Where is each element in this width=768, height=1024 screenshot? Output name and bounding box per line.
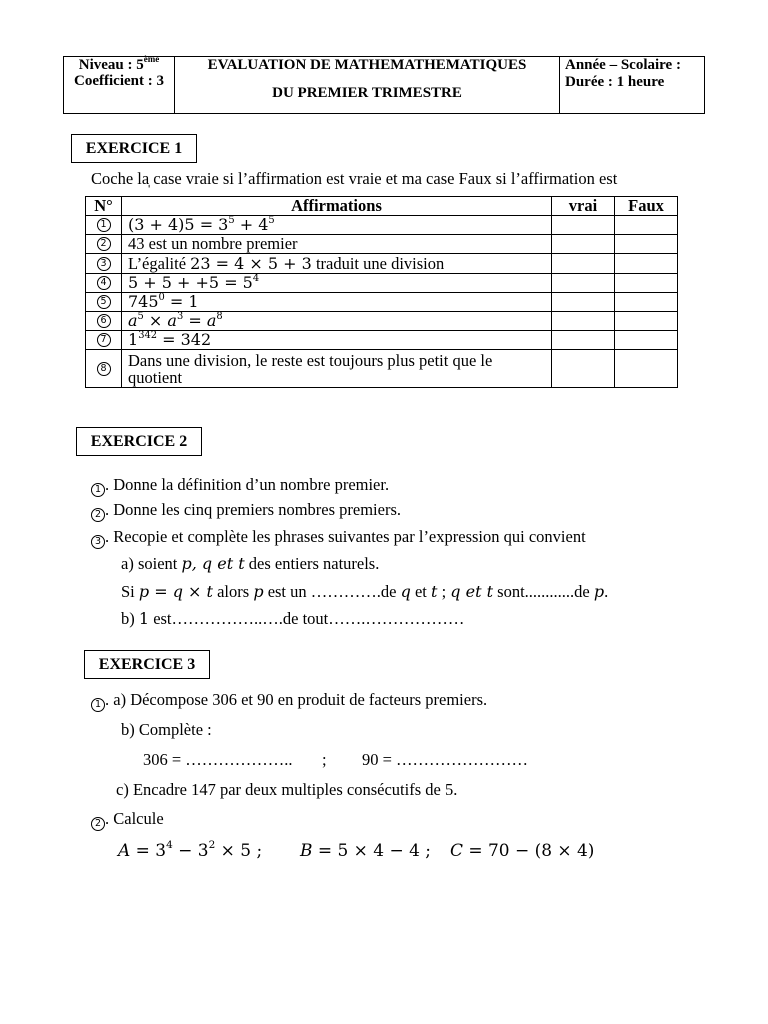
vrai-answer-cell (552, 254, 614, 273)
exercise-2-title: EXERCICE 2 (76, 427, 202, 456)
text-run: traduit une division (311, 253, 445, 273)
math-expression: × 5 ; (215, 841, 263, 861)
row-number: 8 (97, 362, 111, 376)
affirmations-table (85, 196, 678, 388)
math-variable: a (128, 311, 138, 330)
exercise-3-question-1b: b) Complète : (121, 720, 212, 739)
row-number-cell (86, 331, 121, 349)
exercise-3-fill-306: 306 = ……………….. (143, 750, 293, 769)
affirmation-cell (122, 235, 551, 253)
exam-subtitle: DU PREMIER TRIMESTRE (272, 85, 462, 101)
text-run: alors (212, 582, 254, 601)
text-run: Niveau : 5 (78, 57, 144, 73)
exercise-3-fill-90: 90 = …………………… (362, 750, 529, 769)
affirmation-text (128, 236, 298, 252)
exponent: 342 (138, 329, 158, 341)
math-expression: 745 (128, 292, 159, 311)
math-expression: = (183, 311, 207, 330)
affirmation-cell (122, 254, 551, 273)
row-number-cell (86, 216, 121, 234)
affirmation-text (128, 329, 212, 349)
row-number: 2 (97, 237, 111, 251)
math-expression: + 4 (234, 215, 269, 234)
superscript: ème (143, 54, 160, 65)
math-expression: (3 + 4)5 = 3 (128, 215, 229, 234)
math-variable: A (118, 841, 131, 861)
coefficient: Coefficient : 3 (74, 73, 164, 89)
level (64, 54, 174, 73)
math-variable: p (593, 582, 605, 601)
faux-answer-cell (615, 312, 677, 330)
math-expression: − 3 (172, 841, 209, 861)
vrai-answer-cell (552, 274, 614, 292)
math-variable: q et t (450, 582, 494, 601)
math-expression: = 70 − (8 × 4) (462, 841, 595, 861)
column-header-number: N° (86, 197, 121, 215)
math-variable: t (431, 582, 438, 601)
affirmation-text (128, 214, 275, 234)
math-expression: 23 = 4 × 5 + 3 (190, 253, 312, 273)
faux-answer-cell (615, 293, 677, 311)
school-year-label: Année – Scolaire : (565, 57, 681, 73)
affirmation-text (128, 291, 199, 311)
exercise-2-part-b (121, 609, 464, 629)
duration: Durée : 1 heure (565, 74, 665, 90)
exponent: 4 (252, 272, 260, 284)
text-run: des entiers naturels. (244, 554, 380, 573)
exponent: 0 (158, 291, 165, 303)
header-level-cell (64, 54, 174, 113)
exponent: 5 (137, 310, 144, 322)
text-run: . Recopie et complète les phrases suivantes par l’expression qui convient (105, 527, 586, 546)
text-run: ; (437, 582, 451, 601)
math-expression: 1 (128, 330, 139, 349)
row-number: 7 (97, 333, 111, 347)
math-expression: 5 + 5 + +5 = 5 (128, 273, 253, 292)
text-run: Si (121, 582, 139, 601)
math-expression: 1 (138, 609, 150, 628)
math-expression: = 342 (157, 330, 212, 349)
faux-answer-cell (615, 274, 677, 292)
exponent: 2 (208, 839, 216, 852)
exercise-3-question-1c: c) Encadre 147 par deux multiples consécutifs de 5. (116, 780, 458, 799)
column-header-vrai: vrai (552, 197, 614, 215)
math-expression: = 5 × 4 − 4 ; (312, 841, 432, 861)
circled-number: 2 (91, 817, 105, 831)
vrai-answer-cell (552, 293, 614, 311)
affirmation-text (128, 253, 445, 273)
text-run: L’égalité (128, 253, 191, 273)
vrai-answer-cell (552, 216, 614, 234)
exercise-3-fill-separator: ; (322, 750, 327, 769)
vrai-answer-cell (552, 312, 614, 330)
row-number-cell (86, 350, 121, 387)
math-expression: = 3 (130, 841, 167, 861)
math-variable: p (138, 582, 150, 601)
row-number: 5 (97, 295, 111, 309)
affirmation-cell (122, 274, 551, 292)
formula-a (118, 840, 262, 861)
math-expression: = 1 (164, 292, 199, 311)
exponent: 4 (166, 839, 173, 852)
row-number-cell (86, 274, 121, 292)
affirmation-text (128, 272, 260, 292)
row-number: 4 (97, 276, 111, 290)
text-run: . (604, 582, 609, 601)
text-run: a) soient (121, 554, 182, 573)
math-expression: = (149, 582, 173, 601)
faux-answer-cell (615, 216, 677, 234)
formula-b (300, 840, 431, 861)
math-variable: B (300, 841, 313, 861)
row-number-cell (86, 254, 121, 273)
math-variable: a (167, 311, 177, 330)
text-run: sont............de (493, 582, 594, 601)
vrai-answer-cell (552, 331, 614, 349)
text-run: 43 est un nombre premier (128, 234, 298, 253)
faux-answer-cell (615, 254, 677, 273)
circled-number: 2 (91, 508, 105, 522)
affirmation-cell (122, 216, 551, 234)
exercise-3-question-1a (91, 690, 487, 712)
exercise-2-sentence (121, 582, 608, 602)
text-run: . Calcule (105, 809, 164, 828)
circled-number: 1 (91, 698, 105, 712)
formula-c (450, 840, 594, 861)
exercise-1-title: EXERCICE 1 (71, 134, 197, 163)
exponent: 5 (228, 214, 235, 226)
math-variable: q (400, 582, 411, 601)
exam-title: EVALUATION DE MATHEMATHEMATIQUES (207, 57, 527, 73)
math-variable: p (253, 582, 264, 601)
column-header-faux: Faux (615, 197, 677, 215)
math-variable: t (206, 582, 213, 601)
exponent: 8 (216, 310, 223, 322)
faux-answer-cell (615, 235, 677, 253)
text-run: b) (121, 609, 139, 628)
text-run: . a) Décompose 306 et 90 en produit de facteurs premiers. (105, 690, 488, 709)
column-header-affirmations: Affirmations (122, 197, 551, 215)
math-expression: × (182, 582, 207, 601)
exercise-3-title: EXERCICE 3 (84, 650, 210, 679)
affirmation-cell (122, 331, 551, 349)
affirmation-text (128, 352, 508, 386)
row-number: 3 (97, 257, 111, 271)
affirmation-cell (122, 350, 551, 387)
math-variable: a (206, 311, 217, 330)
affirmation-text (128, 310, 223, 330)
text-run: . Donne la définition d’un nombre premier. (105, 475, 390, 494)
exercise-1-instruction: Coche la̩ case vraie si l’affirmation est vraie et ma case Faux si l’affirmation est (91, 169, 618, 188)
affirmation-cell (122, 312, 551, 330)
vrai-answer-cell (552, 235, 614, 253)
header-year-cell (560, 57, 704, 113)
row-number-cell (86, 235, 121, 253)
math-variable: q (172, 582, 183, 601)
row-number: 1 (97, 218, 111, 232)
text-run: est un ………….de (263, 582, 401, 601)
math-expression: × (143, 311, 168, 330)
exponent: 5 (268, 214, 275, 226)
exercise-2-question-2 (91, 500, 401, 522)
row-number-cell (86, 293, 121, 311)
row-number-cell (86, 312, 121, 330)
text-run: et (410, 582, 432, 601)
header-title-cell (175, 57, 559, 113)
faux-answer-cell (615, 331, 677, 349)
row-number: 6 (97, 314, 111, 328)
text-run: Dans une division, le reste est toujours plus petit que le quotient (128, 350, 493, 387)
math-variable: C (450, 841, 463, 861)
header-table (63, 56, 705, 114)
affirmation-cell (122, 293, 551, 311)
exercise-2-question-3 (91, 527, 586, 549)
exponent: 3 (176, 310, 184, 322)
exercise-3-question-2 (91, 809, 164, 831)
text-run: est……………..….de tout…….……………… (149, 609, 465, 628)
faux-answer-cell (615, 350, 677, 387)
exercise-2-question-1 (91, 475, 389, 497)
vrai-answer-cell (552, 350, 614, 387)
circled-number: 1 (91, 483, 105, 497)
text-run: . Donne les cinq premiers nombres premiers. (105, 500, 402, 519)
exercise-2-part-a (121, 554, 379, 574)
circled-number: 3 (91, 535, 105, 549)
math-variable: p, q et t (181, 554, 245, 573)
